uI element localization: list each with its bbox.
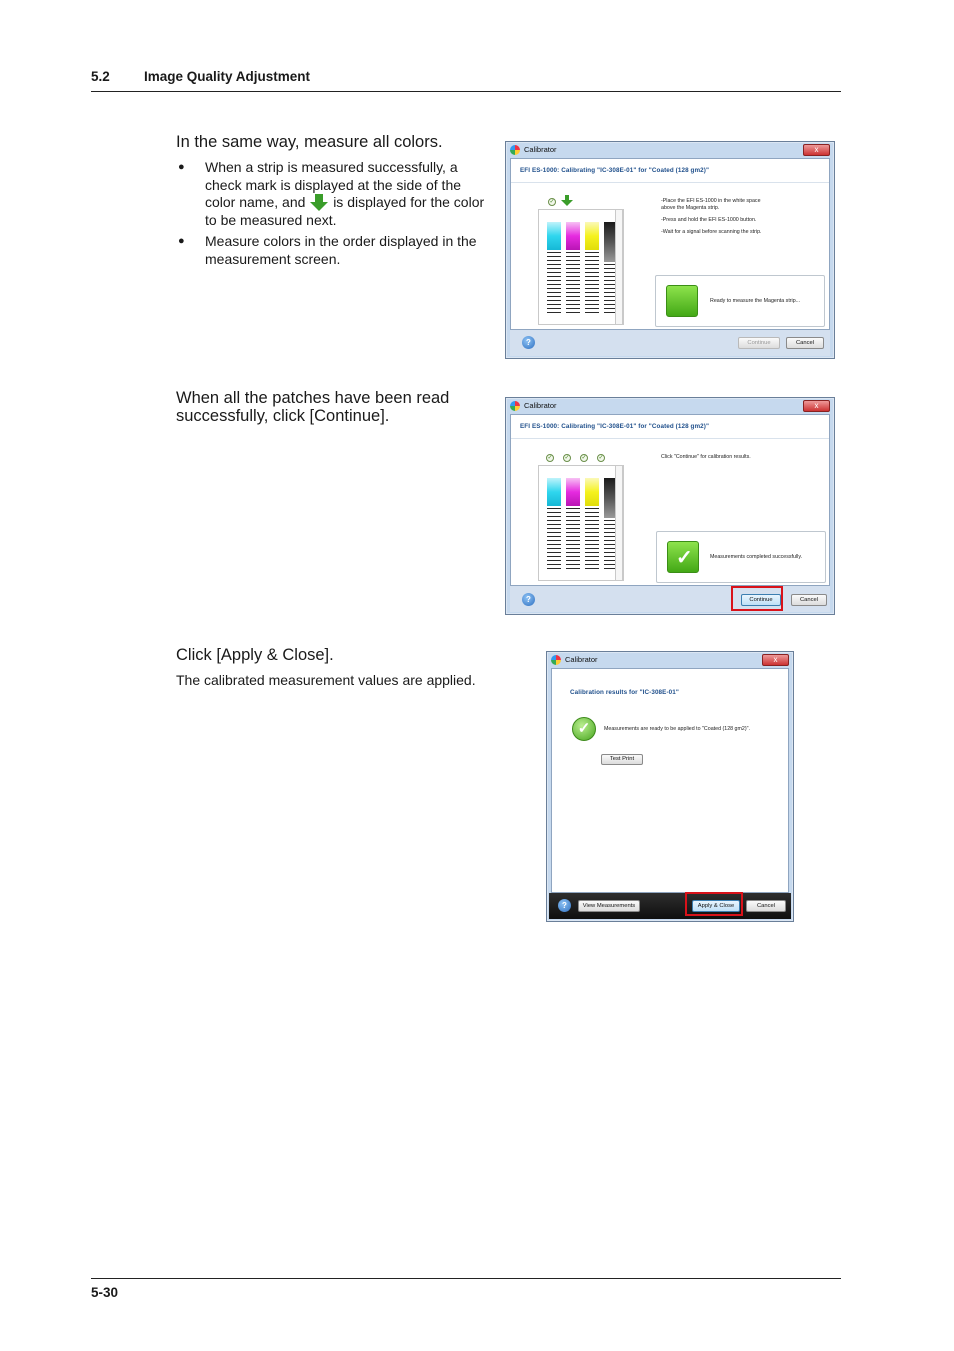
title-bar	[547, 652, 793, 668]
button-bar	[510, 330, 830, 356]
results-message: Measurements are ready to be applied to "Coated (128 gm2)".	[604, 726, 750, 732]
check-icon: ✓	[547, 455, 553, 461]
heading-bar	[511, 159, 829, 183]
calibrator-app-icon	[551, 655, 561, 665]
calibrator-window-completed	[505, 397, 835, 615]
step-1-bullets	[176, 159, 491, 272]
button-bar	[549, 893, 791, 919]
instruction-line: -Wait for a signal before scanning the strip.	[661, 229, 762, 235]
instruction-line: -Press and hold the EFI ES-1000 button.	[661, 217, 757, 223]
close-button[interactable]: x	[803, 144, 830, 156]
step-3-note: The calibrated measurement values are applied.	[176, 672, 476, 688]
apply-close-highlight	[685, 892, 743, 916]
yellow-strip	[585, 222, 599, 316]
calibrator-app-icon	[510, 401, 520, 411]
close-button[interactable]: x	[762, 654, 789, 666]
calibrator-app-icon	[510, 145, 520, 155]
page-number: 5-30	[91, 1285, 119, 1300]
color-chart	[538, 465, 624, 581]
next-color-arrow-icon	[561, 195, 573, 206]
results-heading: Calibration results for "IC-308E-01"	[570, 689, 679, 696]
bullet-text-before: When a strip is measured successfully, a check mark is displayed at the side of the color name, and	[205, 159, 462, 210]
title-bar	[506, 142, 834, 158]
continue-button[interactable]: Continue	[741, 594, 781, 606]
cancel-button[interactable]: Cancel	[791, 594, 827, 606]
instruction-line: above the Magenta strip.	[661, 205, 720, 211]
color-chart	[538, 209, 624, 325]
chart-edge	[615, 209, 623, 325]
client-area	[510, 158, 830, 330]
cancel-button[interactable]: Cancel	[746, 900, 786, 912]
test-print-button[interactable]: Test Print	[601, 754, 643, 765]
success-check-icon: ✓	[676, 547, 693, 569]
step-3-text: Click [Apply & Close].	[176, 646, 334, 664]
section-title: Image Quality Adjustment	[144, 69, 311, 84]
status-panel	[655, 275, 825, 327]
status-panel	[656, 531, 826, 583]
continue-highlight	[731, 586, 783, 611]
continue-button[interactable]: Continue	[738, 337, 780, 349]
window-title: Calibrator	[524, 145, 557, 154]
window-title: Calibrator	[524, 401, 557, 410]
status-text: Ready to measure the Magenta strip...	[710, 298, 801, 304]
footer-rule	[91, 1278, 841, 1279]
client-area	[551, 668, 789, 893]
close-button[interactable]: x	[803, 400, 830, 412]
instruction-line: -Place the EFI ES-1000 in the white space	[661, 198, 761, 204]
magenta-strip	[566, 222, 580, 316]
check-icon: ✓	[564, 455, 570, 461]
bullet-text: Measure colors in the order displayed in the measurement screen.	[205, 233, 477, 267]
step-1-text: In the same way, measure all colors.	[176, 133, 443, 151]
heading-bar	[511, 415, 829, 439]
step-2-text: When all the patches have been read successfully, click [Continue].	[176, 389, 450, 425]
cyan-strip	[547, 222, 561, 316]
cyan-strip	[547, 478, 561, 572]
bullet-item	[176, 233, 491, 268]
calibration-heading: EFI ES-1000: Calibrating "IC-308E-01" for "Coated (128 gm2)"	[520, 423, 710, 430]
title-bar	[506, 398, 834, 414]
calibrator-window-results	[546, 651, 794, 922]
magenta-strip	[566, 478, 580, 572]
bullet-dot: ●	[178, 161, 185, 173]
window-title: Calibrator	[565, 655, 598, 664]
view-measurements-button[interactable]: View Measurements	[578, 900, 640, 912]
status-text: Measurements completed successfully.	[710, 554, 803, 560]
check-icon: ✓	[549, 199, 555, 205]
yellow-strip	[585, 478, 599, 572]
section-number: 5.2	[91, 69, 110, 84]
chart-edge	[615, 465, 623, 581]
cancel-button[interactable]: Cancel	[786, 337, 824, 349]
bullet-dot: ●	[178, 235, 185, 247]
instruction: Click "Continue" for calibration results.	[661, 454, 751, 460]
status-indicator	[667, 541, 699, 573]
instructions	[661, 198, 762, 236]
next-color-arrow-icon	[309, 194, 329, 211]
bullet-item	[176, 159, 491, 229]
check-icon: ✓	[598, 455, 604, 461]
header-rule	[91, 91, 841, 92]
bullet-text-after: is displayed for the color to be measured next.	[205, 194, 485, 228]
calibration-heading: EFI ES-1000: Calibrating "IC-308E-01" for "Coated (128 gm2)"	[520, 167, 710, 174]
success-check-icon: ✓	[572, 717, 596, 741]
client-area	[510, 414, 830, 586]
help-icon[interactable]: ?	[558, 899, 571, 912]
calibrator-window-measuring	[505, 141, 835, 359]
check-icon: ✓	[581, 455, 587, 461]
status-indicator	[666, 285, 698, 317]
help-icon[interactable]: ?	[522, 593, 535, 606]
help-icon[interactable]: ?	[522, 336, 535, 349]
apply-close-button[interactable]: Apply & Close	[692, 900, 740, 912]
